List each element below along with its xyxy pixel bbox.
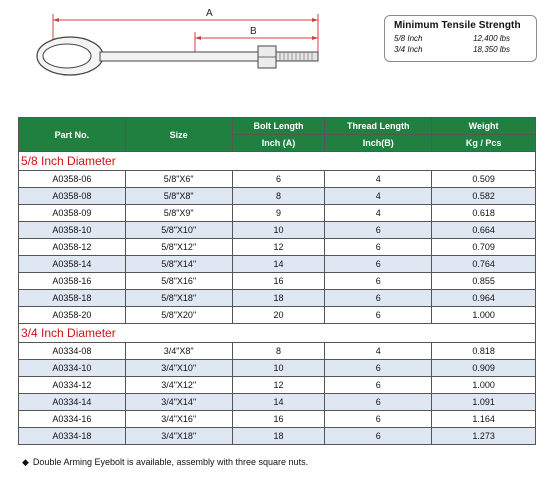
- cell-thread-length: 6: [325, 256, 432, 273]
- cell-part-no: A0334-12: [19, 377, 126, 394]
- tensile-row: [394, 33, 528, 44]
- dimension-b-label: B: [250, 26, 257, 37]
- header-part-no: Part No.: [19, 118, 126, 152]
- cell-thread-length: 6: [325, 307, 432, 324]
- header-bolt-length: Bolt Length: [232, 118, 325, 135]
- cell-weight: 1.273: [432, 428, 536, 445]
- cell-size: 5/8"X12": [125, 239, 232, 256]
- table-row: [19, 273, 536, 290]
- cell-thread-length: 6: [325, 273, 432, 290]
- table-row: [19, 394, 536, 411]
- spec-table-body: [19, 152, 536, 445]
- cell-bolt-length: 6: [232, 171, 325, 188]
- cell-weight: 0.664: [432, 222, 536, 239]
- spec-table: [18, 117, 536, 445]
- table-row: [19, 188, 536, 205]
- table-row: [19, 222, 536, 239]
- cell-size: 3/4"X12": [125, 377, 232, 394]
- cell-weight: 0.509: [432, 171, 536, 188]
- table-row: [19, 411, 536, 428]
- cell-part-no: A0358-16: [19, 273, 126, 290]
- cell-size: 3/4"X16": [125, 411, 232, 428]
- cell-part-no: A0334-10: [19, 360, 126, 377]
- cell-bolt-length: 9: [232, 205, 325, 222]
- table-row: [19, 290, 536, 307]
- footnote-text: Double Arming Eyebolt is available, assembly with three square nuts.: [32, 457, 309, 467]
- dimension-a-label: A: [206, 8, 213, 19]
- cell-weight: 1.000: [432, 377, 536, 394]
- cell-thread-length: 6: [325, 394, 432, 411]
- header-size: Size: [125, 118, 232, 152]
- cell-bolt-length: 12: [232, 239, 325, 256]
- cell-size: 3/4"X10": [125, 360, 232, 377]
- header-weight-unit: Kg / Pcs: [432, 135, 536, 152]
- table-row: [19, 343, 536, 360]
- table-row: [19, 377, 536, 394]
- table-row: [19, 360, 536, 377]
- header-bolt-length-unit: Inch (A): [232, 135, 325, 152]
- cell-weight: 0.964: [432, 290, 536, 307]
- tensile-value: 18,350 lbs: [473, 45, 510, 54]
- cell-bolt-length: 12: [232, 377, 325, 394]
- cell-weight: 0.909: [432, 360, 536, 377]
- cell-thread-length: 6: [325, 377, 432, 394]
- cell-bolt-length: 18: [232, 428, 325, 445]
- dimension-b-arrow-left: [195, 36, 201, 40]
- tensile-row: [394, 44, 528, 55]
- dimension-a-arrow-right: [312, 18, 318, 22]
- cell-part-no: A0358-10: [19, 222, 126, 239]
- header-thread-length: Thread Length: [325, 118, 432, 135]
- dimension-b-arrow-right: [312, 36, 318, 40]
- cell-part-no: A0358-06: [19, 171, 126, 188]
- cell-part-no: A0358-08: [19, 188, 126, 205]
- cell-size: 5/8"X14": [125, 256, 232, 273]
- dimension-a-arrow-left: [53, 18, 59, 22]
- section-title: 5/8 Inch Diameter: [19, 152, 536, 171]
- cell-thread-length: 4: [325, 188, 432, 205]
- header-weight: Weight: [432, 118, 536, 135]
- tensile-strength-box: [384, 15, 537, 62]
- cell-thread-length: 4: [325, 343, 432, 360]
- section-header-row: [19, 152, 536, 171]
- cell-weight: 0.582: [432, 188, 536, 205]
- table-row: [19, 307, 536, 324]
- tensile-value: 12,400 lbs: [473, 34, 510, 43]
- table-row: [19, 239, 536, 256]
- cell-bolt-length: 8: [232, 188, 325, 205]
- cell-size: 5/8"X20": [125, 307, 232, 324]
- section-title: 3/4 Inch Diameter: [19, 324, 536, 343]
- tensile-size: 5/8 Inch: [394, 34, 423, 43]
- cell-bolt-length: 16: [232, 411, 325, 428]
- eyebolt-drawing: [0, 0, 380, 100]
- cell-weight: 1.164: [432, 411, 536, 428]
- tensile-size: 3/4 Inch: [394, 45, 423, 54]
- cell-part-no: A0334-16: [19, 411, 126, 428]
- table-row: [19, 205, 536, 222]
- cell-thread-length: 6: [325, 290, 432, 307]
- cell-size: 5/8"X8": [125, 188, 232, 205]
- cell-weight: 0.618: [432, 205, 536, 222]
- table-row: [19, 256, 536, 273]
- cell-size: 5/8"X16": [125, 273, 232, 290]
- cell-bolt-length: 20: [232, 307, 325, 324]
- cell-bolt-length: 10: [232, 222, 325, 239]
- cell-size: 3/4"X14": [125, 394, 232, 411]
- cell-thread-length: 6: [325, 239, 432, 256]
- cell-bolt-length: 10: [232, 360, 325, 377]
- cell-thread-length: 6: [325, 222, 432, 239]
- cell-thread-length: 6: [325, 411, 432, 428]
- cell-bolt-length: 16: [232, 273, 325, 290]
- footnote: [22, 457, 308, 468]
- cell-bolt-length: 14: [232, 256, 325, 273]
- table-row: [19, 171, 536, 188]
- cell-size: 5/8"X6": [125, 171, 232, 188]
- diamond-bullet-icon: ◆: [22, 457, 29, 467]
- cell-size: 5/8"X10": [125, 222, 232, 239]
- cell-thread-length: 6: [325, 360, 432, 377]
- section-header-row: [19, 324, 536, 343]
- cell-part-no: A0358-14: [19, 256, 126, 273]
- cell-size: 3/4"X8": [125, 343, 232, 360]
- cell-bolt-length: 14: [232, 394, 325, 411]
- cell-bolt-length: 8: [232, 343, 325, 360]
- cell-weight: 1.091: [432, 394, 536, 411]
- table-row: [19, 428, 536, 445]
- cell-part-no: A0358-18: [19, 290, 126, 307]
- cell-weight: 1.000: [432, 307, 536, 324]
- cell-part-no: A0334-14: [19, 394, 126, 411]
- cell-weight: 0.764: [432, 256, 536, 273]
- cell-part-no: A0334-08: [19, 343, 126, 360]
- cell-part-no: A0358-20: [19, 307, 126, 324]
- shank: [100, 52, 260, 61]
- cell-thread-length: 4: [325, 171, 432, 188]
- tensile-title: Minimum Tensile Strength: [394, 20, 521, 31]
- cell-bolt-length: 18: [232, 290, 325, 307]
- cell-thread-length: 6: [325, 428, 432, 445]
- cell-thread-length: 4: [325, 205, 432, 222]
- cell-size: 5/8"X9": [125, 205, 232, 222]
- header-thread-length-unit: Inch(B): [325, 135, 432, 152]
- cell-part-no: A0358-09: [19, 205, 126, 222]
- cell-weight: 0.709: [432, 239, 536, 256]
- cell-weight: 0.818: [432, 343, 536, 360]
- cell-part-no: A0358-12: [19, 239, 126, 256]
- cell-weight: 0.855: [432, 273, 536, 290]
- eye-inner: [43, 44, 91, 68]
- cell-part-no: A0334-18: [19, 428, 126, 445]
- cell-size: 5/8"X18": [125, 290, 232, 307]
- cell-size: 3/4"X18": [125, 428, 232, 445]
